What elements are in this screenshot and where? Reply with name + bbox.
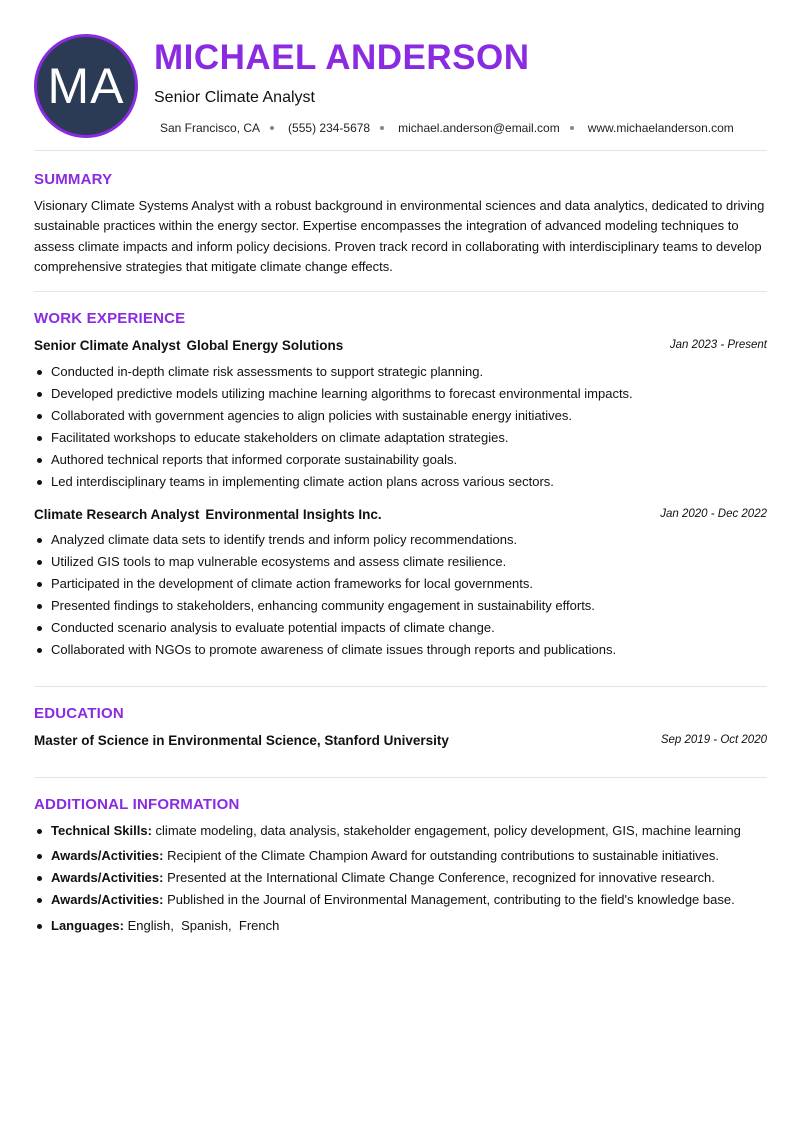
item-text: English, Spanish, French [127, 918, 280, 933]
item-text: climate modeling, data analysis, stakeholder engagement, policy development, GIS, machine learning [155, 823, 741, 838]
list-item: Participated in the development of climate action frameworks for local governments. [34, 573, 767, 595]
list-item: Conducted scenario analysis to evaluate potential impacts of climate change. [34, 617, 767, 639]
additional-info-heading: ADDITIONAL INFORMATION [34, 796, 240, 813]
list-item [34, 845, 767, 867]
candidate-title: Senior Climate Analyst [154, 89, 315, 106]
section-divider [34, 777, 767, 778]
resume-header [34, 34, 767, 138]
separator-dot-icon [380, 126, 384, 130]
item-label: Awards/Activities: [51, 870, 164, 885]
separator-dot-icon [570, 126, 574, 130]
list-item: Facilitated workshops to educate stakeholders on climate adaptation strategies. [34, 427, 767, 449]
job-role: Climate Research Analyst [34, 507, 200, 522]
avatar-initials: MA [47, 58, 125, 114]
list-item: Collaborated with government agencies to align policies with sustainable energy initiatives. [34, 405, 767, 427]
separator-dot-icon [270, 126, 274, 130]
item-text: Published in the Journal of Environmental Management, contributing to the field's knowledge base. [167, 892, 735, 907]
contact-line [160, 121, 734, 135]
list-item: Utilized GIS tools to map vulnerable ecosystems and assess climate resilience. [34, 551, 767, 573]
education-dates: Sep 2019 - Oct 2020 [660, 734, 767, 746]
job-bullet-list [34, 529, 767, 662]
list-item: Led interdisciplinary teams in implementing climate action plans across various sectors. [34, 471, 767, 493]
section-divider [34, 686, 767, 687]
list-item: Developed predictive models utilizing machine learning algorithms to forecast environmental impacts. [34, 383, 767, 405]
job-dates: Jan 2023 - Present [669, 339, 767, 351]
job-company: Global Energy Solutions [186, 338, 344, 353]
candidate-name: MICHAEL ANDERSON [154, 38, 530, 77]
summary-heading: SUMMARY [34, 171, 113, 188]
job-header [34, 338, 767, 356]
avatar [34, 34, 138, 138]
item-label: Technical Skills: [51, 823, 152, 838]
education-heading: EDUCATION [34, 705, 124, 722]
contact-location: San Francisco, CA [160, 121, 261, 135]
list-item [34, 820, 767, 845]
job-company: Environmental Insights Inc. [205, 507, 382, 522]
list-item [34, 867, 767, 889]
summary-text: Visionary Climate Systems Analyst with a robust background in environmental sciences and data analytics, dedicated to driving sustainable practices within the energy sector. Expertise encompasses the integration of advanced modeling techniques to assess climate impacts and inform policy decisions. Proven track record in collaborating with interdisciplinary teams to develop comprehensive strategies that mitigate climate change effects. [34, 198, 765, 274]
item-text: Presented at the International Climate Change Conference, recognized for innovative research. [167, 870, 715, 885]
list-item: Authored technical reports that informed corporate sustainability goals. [34, 449, 767, 471]
contact-phone[interactable]: (555) 234-5678 [288, 121, 371, 135]
job-header [34, 507, 767, 525]
job-role: Senior Climate Analyst [34, 338, 181, 353]
contact-website[interactable]: www.michaelanderson.com [587, 121, 734, 135]
work-experience-heading: WORK EXPERIENCE [34, 310, 186, 327]
section-divider [34, 150, 767, 151]
list-item [34, 915, 767, 937]
item-label: Awards/Activities: [51, 892, 164, 907]
education-entry [34, 733, 767, 751]
list-item: Presented findings to stakeholders, enhancing community engagement in sustainability efforts. [34, 595, 767, 617]
list-item: Conducted in-depth climate risk assessments to support strategic planning. [34, 361, 767, 383]
list-item [34, 889, 767, 915]
list-item: Collaborated with NGOs to promote awareness of climate issues through reports and publications. [34, 639, 767, 661]
item-label: Awards/Activities: [51, 848, 164, 863]
education-degree: Master of Science in Environmental Science, Stanford University [34, 733, 449, 748]
item-text: Recipient of the Climate Champion Award for outstanding contributions to sustainable initiatives. [167, 848, 719, 863]
job-bullet-list [34, 361, 767, 494]
item-label: Languages: [51, 918, 124, 933]
additional-info-list [34, 820, 767, 937]
contact-email[interactable]: michael.anderson@email.com [398, 121, 560, 135]
list-item: Analyzed climate data sets to identify trends and inform policy recommendations. [34, 529, 767, 551]
section-divider [34, 291, 767, 292]
job-dates: Jan 2020 - Dec 2022 [660, 508, 767, 520]
